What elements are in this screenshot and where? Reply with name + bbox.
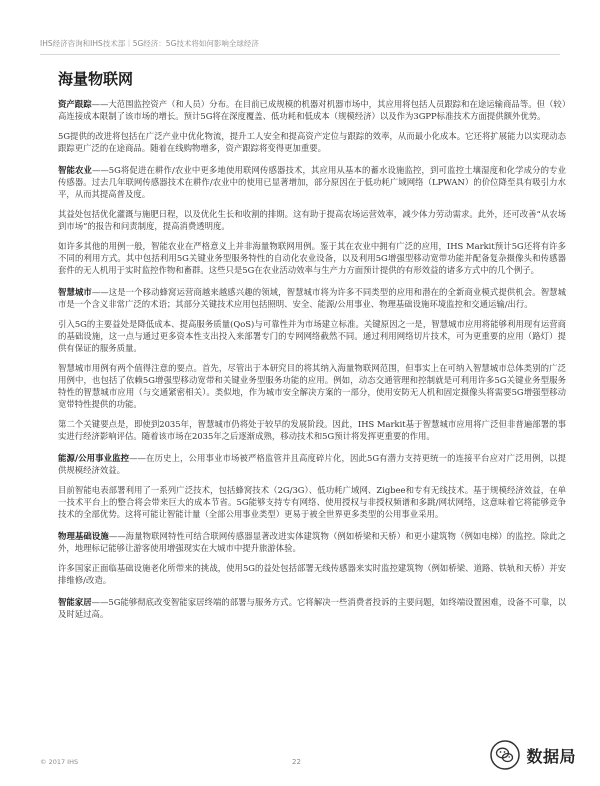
paragraph-smart-agriculture	[58, 164, 566, 200]
header-divider	[40, 54, 560, 55]
paragraph-text: 如许多其他的用例一般，智能农业在严格意义上并非海量物联网用例。鉴于其在农业中拥有广泛的应用，IHS Markit预计5G还将有许多不同的利用方式。其中包括利用5G关键业务型服务特性的自动化农业设备，以及利用5G增强型移动宽带功能并配备复杂摄像头和传感器套件的无人机用于实时监控作物和畜群。这些只是5G在农业活动效率与生产力方面预计提供的有形效益的诸多方式中的几个例子。	[58, 241, 566, 275]
paragraph	[58, 318, 566, 354]
paragraph-text: 第二个关键要点是，即使到2035年，智慧城市仍将处于较早的发展阶段。因此，IHS Markit基于智慧城市应用将广泛但非普遍部署的事实进行经济影响评估。随着该市场在2035年之后逐渐成熟，移动技术和5G预计将发挥更重要的作用。	[58, 419, 566, 441]
keyword-energy-utility: 能源/公用事业监控	[58, 453, 130, 463]
paragraph	[58, 362, 566, 410]
paragraph	[58, 484, 566, 520]
paragraph-text: ——5G能够彻底改变智能家居终端的部署与服务方式。它将解决一些消费者投诉的主要问题，如终端设置困难，设备不可靠，以及时延过高。	[58, 597, 567, 619]
paragraph-text: ——在历史上，公用事业市场被严格监管并且高度碎片化，因此5G有潜力支持更统一的连接平台应对广泛用例，以提供规模经济效益。	[58, 453, 566, 475]
paragraph-text: ——5G将促进在耕作/农业中更多地使用联网传感器技术，其应用从基本的蓄水设施监控，到可监控土壤湿度和化学成分的专业传感器。过去几年联网传感器技术在耕作/农业中的使用已显著增加，部分原因在于低功耗广域网络（LPWAN）的价位降至具有吸引力水平，从而其提高普及度。	[58, 165, 567, 199]
watermark	[490, 740, 576, 770]
paragraph	[58, 418, 566, 442]
paragraph-energy-utility	[58, 452, 566, 476]
wechat-icon	[490, 740, 520, 770]
keyword-smart-home: 智能家居	[58, 597, 92, 607]
keyword-asset-tracking: 资产跟踪	[58, 99, 92, 109]
keyword-smart-city: 智慧城市	[58, 287, 92, 297]
paragraph	[58, 208, 566, 232]
page-number: 22	[292, 758, 301, 766]
keyword-physical-infrastructure: 物理基础设施	[58, 531, 109, 541]
paragraph-smart-home	[58, 596, 566, 620]
footer-copyright: © 2017 IHS	[40, 758, 79, 766]
paragraph	[58, 130, 566, 154]
paragraph-text: 智慧城市用例有两个值得注意的要点。首先，尽管出于本研究目的将其纳入海量物联网范围，但事实上在可纳入智慧城市总体类别的广泛用例中，也包括了依赖5G增强型移动宽带和关键业务型服务功能的应用。例如，动态交通管理和控制就是可利用许多5G关键业务型服务特性的智慧城市应用（与交通紧密相关）。类似地，作为城市安全解决方案的一部分，使用安防无人机和固定摄像头将需要5G增强型移动宽带特性提供的功能。	[58, 363, 566, 409]
paragraph-text: 许多国家正面临基础设施老化所带来的挑战，使用5G的益处包括部署无线传感器来实时监控建筑物（例如桥梁、道路、铁轨和天桥）并安排维修/改造。	[58, 563, 566, 585]
keyword-smart-agriculture: 智能农业	[58, 165, 93, 175]
section-title: 海量物联网	[58, 70, 134, 88]
paragraph	[58, 240, 566, 276]
body-content	[58, 98, 566, 628]
paragraph-text: 引入5G的主要益处是降低成本、提高服务质量(QoS)与可靠性并为市场建立标准。关键原因之一是，智慧城市应用将能够利用现有运营商的基础设施，这一点与通过更多资本性支出投入来部署专门的专网网络截然不同。通过利用网络切片技术，可为更重要的应用（路灯）提供有保证的服务质量。	[58, 319, 566, 353]
paragraph-smart-city	[58, 286, 566, 310]
paragraph-asset-tracking	[58, 98, 566, 122]
watermark-text: 数据局	[526, 746, 576, 766]
paragraph-text: ——大范围监控资产（和人员）分布。在目前已成规模的机器对机器市场中，其应用将包括人员跟踪和在途运输商品等。但（较）高连接成本限制了该市场的增长。预计5G将在深度覆盖、低功耗和低成本（规模经济）以及作为3GPP标准技术方面提供额外优势。	[58, 99, 566, 121]
paragraph-physical-infrastructure	[58, 530, 566, 554]
paragraph	[58, 562, 566, 586]
paragraph-text: 目前智能电表部署利用了一系列广泛技术，包括蜂窝技术（2G/3G）、低功耗广域网、Zigbee和专有无线技术。基于规模经济效益，在单一技术平台上的整合将会带来巨大的成本节省。5G能够支持专有网络、使用授权与非授权频谱和多跳/网状网络，这意味着它将能够竞争技术的全部优势。这将可能让智能计量（全部公用事业类型）更易于被全世界更多类型的公用事业采用。	[58, 485, 566, 519]
paragraph-text: 其益处包括优化灌溉与施肥日程，以及优化生长和收割的排期。这有助于提高农场运营效率，减少体力劳动需求。此外，还可改善“从农场到市场”的报告和问责制度，提高消费透明度。	[58, 209, 566, 231]
paragraph-text: 5G提供的改进将包括在广泛产业中优化物流，提升工人安全和提高资产定位与跟踪的效率，从而最小化成本。它还将扩展能力以实现动态跟踪更广泛的在途商品。随着在线购物增多，资产跟踪将变得更加重要。	[58, 131, 566, 153]
paragraph-text: ——这是一个移动蜂窝运营商越来越感兴趣的领域，智慧城市将为许多不同类型的应用和潜在的全新商业模式提供机会。智慧城市是一个含义非常广泛的术语；其部分关键技术应用包括照明、安全、能源/公用事业、物理基础设施环境监控和交通运输/出行。	[58, 287, 567, 309]
page-header: IHS经济咨询和IHS技术部｜5G经济：5G技术将如何影响全球经济	[40, 39, 259, 48]
paragraph-text: ——海量物联网特性可结合联网传感器显著改进实体建筑物（例如桥梁和天桥）和更小建筑物（例如电梯）的监控。除此之外，地理标记能够让游客使用增强现实在大城市中提升旅游体验。	[58, 531, 567, 553]
